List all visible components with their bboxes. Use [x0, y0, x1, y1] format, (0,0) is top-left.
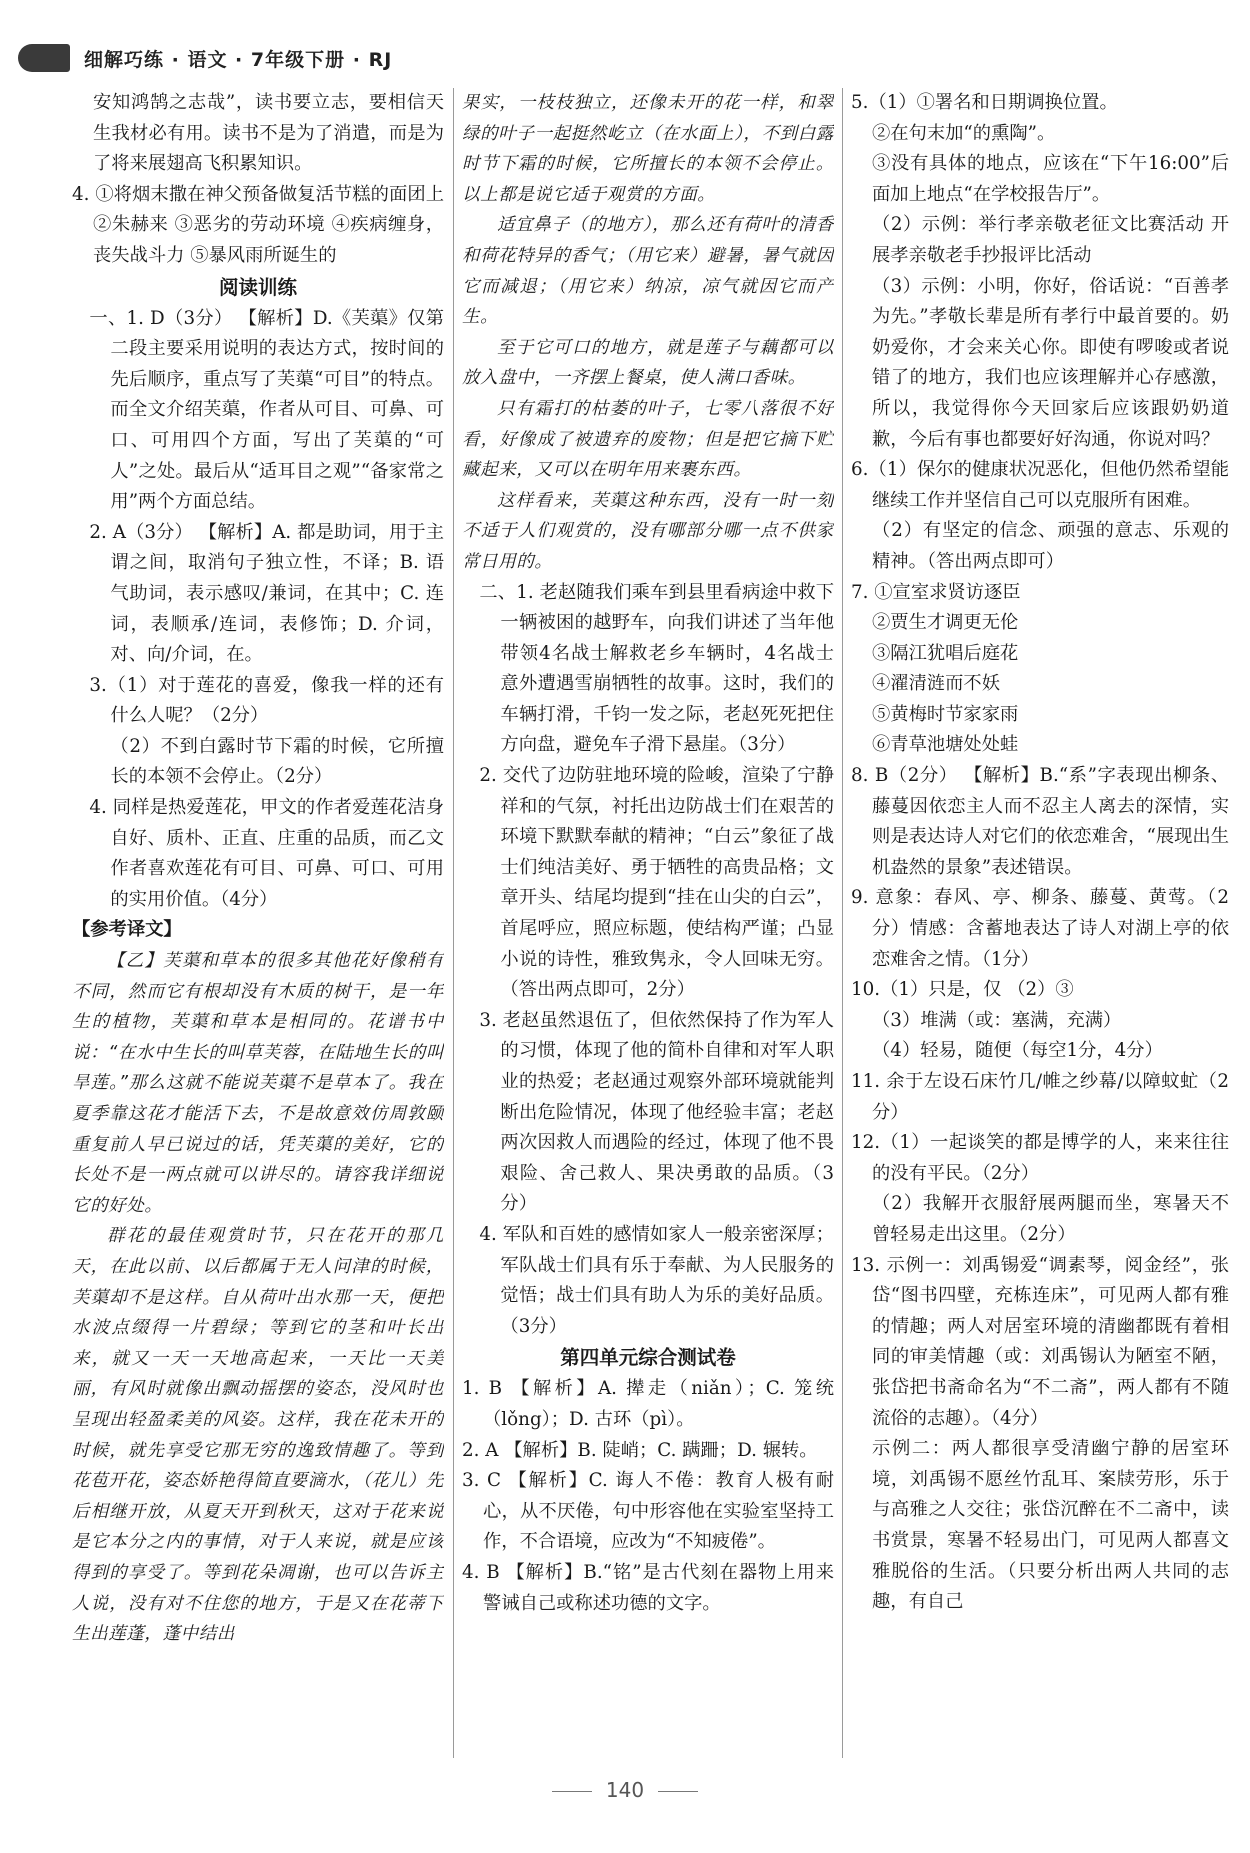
answer-item: 11. 余于左设石床竹几/帷之纱幕/以障蚊虻（2分）: [851, 1071, 1229, 1123]
answer-item: ③没有具体的地点，应该在“下午16:00”后面加上地点“在学校报告厅”。: [872, 153, 1229, 205]
page-footer: [0, 1778, 1250, 1802]
answer-item: （2）不到白露时节下霜的时候，它所擅长的本领不会停止。（2分）: [110, 735, 444, 788]
answer-item: 4. ①将烟末撒在神父预备做复活节糕的面团上 ②朱赫来 ③恶劣的劳动环境 ④疾病缠身，丧失战斗力 ⑤暴风雨所诞生的: [72, 183, 444, 266]
page-header: [18, 40, 1228, 76]
answer-item: 3. C 【解析】C. 诲人不倦：教育人极有耐心，从不厌倦，句中形容他在实验室坚持工作，不合语境，应改为“不知疲倦”。: [462, 1470, 834, 1553]
header-tab-mark: [18, 44, 70, 72]
answer-item: （2）我解开衣服舒展两腿而坐，寒暑天不曾轻易走出这里。（2分）: [872, 1193, 1229, 1245]
section-heading: 第四单元综合测试卷: [560, 1346, 736, 1370]
page-number: 140: [605, 1778, 645, 1802]
answer-item: 4. 军队和百姓的感情如家人一般亲密深厚；军队战士们具有乐于奉献、为人民服务的觉悟；战士们具有助人为乐的美好品质。（3分）: [479, 1223, 834, 1337]
column-divider: [842, 88, 843, 1758]
answer-item: 13. 示例一：刘禹锡爱“调素琴，阅金经”，张岱“图书四壁，充栋连床”，可见两人都有雅的情趣；两人对居室环境的清幽都既有着相同的审美情趣（或：刘禹锡认为陋室不陋，张岱把书斋命名为“不二斋”，两人都有不随流俗的志趣）。（4分）: [851, 1254, 1229, 1429]
answer-item: 3.（1）对于莲花的喜爱，像我一样的还有什么人呢？（2分）: [89, 674, 444, 727]
answer-item: （2）示例：举行孝亲敬老征文比赛活动 开展孝亲敬老手抄报评比活动: [872, 214, 1229, 266]
answer-item: 示例二：两人都很享受清幽宁静的居室环境，刘禹锡不愿丝竹乱耳、案牍劳形，乐于与高雅之人交往；张岱沉醉在不二斋中，读书赏景，寒暑不轻易出门，可见两人都喜文雅脱俗的生活。（只要分析出两人共同的志趣，有自己: [872, 1438, 1229, 1613]
column-left: [72, 88, 444, 1760]
answer-item: 10.（1）只是，仅 （2）③: [851, 979, 1074, 1001]
answer-item: ⑤黄梅时节家家雨: [872, 703, 1019, 725]
translation-paragraph: 果实，一枝枝独立，还像未开的花一样，和翠绿的叶子一起挺然屹立（在水面上），不到白露时节下霜的时候，它所擅长的本领不会停止。以上都是说它适于观赏的方面。: [462, 93, 834, 205]
answer-item: 2. A（3分） 【解析】A. 都是助词，用于主谓之间，取消句子独立性，不译；B. 语气助词，表示感叹/兼词，在其中；C. 连词，表顺承/连词，表修饰；D. 介词，对、向/介词，在。: [89, 521, 444, 666]
footer-dash-right: [658, 1791, 698, 1792]
answer-item: （3）示例：小明，你好，俗话说：“百善孝为先。”孝敬长辈是所有孝行中最首要的。奶奶爱你，才会来关心你。即使有啰唆或者说错了的地方，我们也应该理解并心存感激，所以，我觉得你今天回家后应该跟奶奶道歉，今后有事也都要好好沟通，你说对吗？: [872, 275, 1229, 450]
column-divider: [453, 88, 454, 1758]
answer-item: 7. ①宣室求贤访逐臣: [851, 581, 1021, 603]
answer-item: 12.（1）一起谈笑的都是博学的人，来来往往的没有平民。（2分）: [851, 1132, 1229, 1184]
section-heading: 阅读训练: [218, 275, 297, 299]
answer-item: 4. 同样是热爱莲花，甲文的作者爱莲花洁身自好、质朴、正直、庄重的品质，而乙文作者喜欢莲花有可目、可鼻、可口、可用的实用价值。（4分）: [89, 797, 444, 910]
answer-item: （3）堆满（或：塞满，充满）: [872, 1009, 1122, 1031]
translation-heading: 【参考译文】: [72, 919, 182, 941]
answer-item: ②在句末加“的熏陶”。: [872, 122, 1056, 144]
column-right: [851, 88, 1229, 1760]
translation-paragraph: 适宜鼻子（的地方），那么还有荷叶的清香和荷花特异的香气；（用它来）避暑，暑气就因它而减退；（用它来）纳凉，凉气就因它而产生。: [462, 215, 834, 328]
answer-item: 一、1. D（3分） 【解析】D.《芙蕖》仅第二段主要采用说明的表达方式，按时间的先后顺序，重点写了芙蕖“可目”的特点。而全文介绍芙蕖，作者从可目、可鼻、可口、可用四个方面，写出了芙蕖的“可人”之处。最后从“适耳目之观”“备家常之用”两个方面总结。: [89, 307, 444, 513]
answer-item: ④濯清涟而不妖: [872, 673, 1000, 695]
answer-item: （4）轻易，随便（每空1分，4分）: [872, 1040, 1163, 1062]
paragraph: 安知鸿鹄之志哉”，读书要立志，要相信天生我材必有用。读书不是为了消遣，而是为了将来展翅高飞积累知识。: [93, 92, 444, 175]
answer-item: 5.（1）①署名和日期调换位置。: [851, 92, 1118, 113]
answer-item: 2. 交代了边防驻地环境的险峻，渲染了宁静祥和的气氛，衬托出边防战士们在艰苦的环境下默默奉献的精神；“白云”象征了战士们纯洁美好、勇于牺牲的高贵品格；文章开头、结尾均提到“挂在山尖的白云”，首尾呼应，照应标题，使结构严谨；凸显小说的诗性，雅致隽永，令人回味无穷。（答出两点即可，2分）: [479, 765, 834, 1001]
answer-item: （2）有坚定的信念、顽强的意志、乐观的精神。（答出两点即可）: [872, 520, 1229, 572]
column-middle: [462, 88, 834, 1760]
answer-item: 8. B（2分） 【解析】B.“系”字表现出柳条、藤蔓因依恋主人而不忍主人离去的深情，实则是表达诗人对它们的依恋难舍，“展现出生机盎然的景象”表述错误。: [851, 765, 1229, 878]
answer-item: ③隔江犹唱后庭花: [872, 642, 1019, 664]
answer-item: 9. 意象：春风、亭、柳条、藤蔓、黄莺。（2分）情感：含蓄地表达了诗人对湖上亭的依恋难舍之情。（1分）: [851, 887, 1229, 970]
answer-item: 2. A 【解析】B. 陡峭；C. 蹒跚；D. 辗转。: [462, 1439, 818, 1461]
answer-item: 6.（1）保尔的健康状况恶化，但他仍然希望能继续工作并坚信自己可以克服所有困难。: [851, 459, 1229, 511]
answer-item: 4. B 【解析】B.“铭”是古代刻在器物上用来警诫自己或称述功德的文字。: [462, 1561, 834, 1614]
footer-dash-left: [552, 1791, 592, 1792]
translation-paragraph: 群花的最佳观赏时节，只在花开的那几天，在此以前、以后都属于无人问津的时候，芙蕖却不是这样。自从荷叶出水那一天，便把水波点缀得一片碧绿；等到它的茎和叶长出来，就又一天一天地高起来，一天比一天美丽，有风时就像出飘动摇摆的姿态，没风时也呈现出轻盈柔美的风姿。这样，我在花未开的时候，就先享受它那无穷的逸致情趣了。等到花苞开花，姿态娇艳得简直要滴水，（花儿）先后相继开放，从夏天开到秋天，这对于花来说是它本分之内的事情，对于人来说，就是应该得到的享受了。等到花朵凋谢，也可以告诉主人说，没有对不住您的地方，于是又在花蒂下生出莲蓬，蓬中结出: [72, 1226, 444, 1645]
translation-paragraph: 至于它可口的地方，就是莲子与藕都可以放入盘中，一齐摆上餐桌，使人满口香味。: [462, 337, 834, 389]
translation-paragraph: 【乙】芙蕖和草本的很多其他花好像稍有不同，然而它有根却没有木质的树干，是一年生的植物，芙蕖和草本是相同的。花谱书中说：“在水中生长的叫草芙蓉，在陆地生长的叫旱莲。”那么这就不能说芙蕖不是草本了。我在夏季靠这花才能活下去，不是故意效仿周敦颐重复前人早已说过的话，凭芙蕖的美好，它的长处不是一两点就可以讲尽的。请容我详细说它的好处。: [72, 951, 444, 1216]
answer-item: 1. B 【解析】A. 撵走（niǎn）；C. 笼统（lǒng）；D. 古环（pì）。: [462, 1378, 834, 1430]
answer-item: ②贾生才调更无伦: [872, 612, 1019, 634]
answer-item: 3. 老赵虽然退伍了，但依然保持了作为军人的习惯，体现了他的简朴自律和对军人职业的热爱；老赵通过观察外部环境就能判断出危险情况，体现了他经验丰富；老赵两次因救人而遇险的经过，体现了他不畏艰险、舍己救人、果决勇敢的品质。（3分）: [479, 1009, 834, 1215]
answer-item: 二、1. 老赵随我们乘车到县里看病途中救下一辆被困的越野车，向我们讲述了当年他带领4名战士解救老乡车辆时，4名战士意外遭遇雪崩牺牲的故事。这时，我们的车辆打滑，千钧一发之际，老赵死死把住方向盘，避免车子滑下悬崖。（3分）: [479, 581, 834, 756]
answer-item: ⑥青草池塘处处蛙: [872, 734, 1019, 756]
translation-paragraph: 只有霜打的枯萎的叶子，七零八落很不好看，好像成了被遗弃的废物；但是把它摘下贮藏起来，又可以在明年用来裹东西。: [462, 398, 834, 481]
header-title: 细解巧练 · 语文 · 7年级下册 · RJ: [84, 48, 393, 71]
translation-paragraph: 这样看来，芙蕖这种东西，没有一时一刻不适于人们观赏的，没有哪部分哪一点不供家常日用的。: [462, 490, 834, 572]
